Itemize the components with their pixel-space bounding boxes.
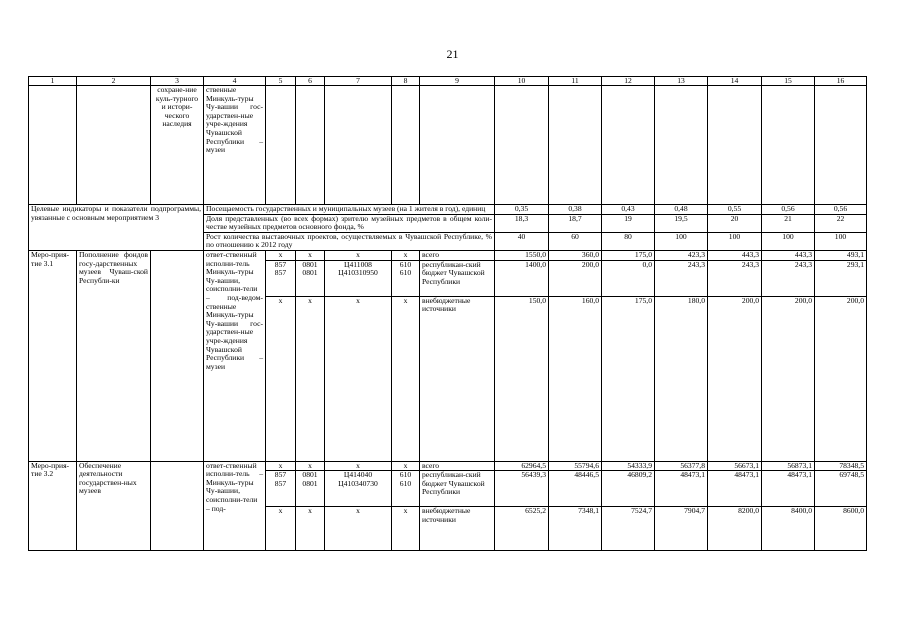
indicator-value: 21 xyxy=(762,214,815,232)
amount: 175,0 xyxy=(602,250,655,260)
code-cell: х xyxy=(325,296,392,461)
amount: 8600,0 xyxy=(815,507,867,551)
col-header: 12 xyxy=(602,77,655,86)
indicator-value: 40 xyxy=(495,232,549,250)
code-cell: х xyxy=(296,250,325,260)
funding-source: всего xyxy=(420,461,495,471)
code-cell: х xyxy=(296,461,325,471)
code-cell: х xyxy=(325,461,392,471)
col-header: 3 xyxy=(151,77,204,86)
amount: 48446,5 xyxy=(549,471,602,507)
code-cell: 0801 0801 xyxy=(296,471,325,507)
amount: 48473,1 xyxy=(708,471,762,507)
amount: 493,1 xyxy=(815,250,867,260)
amount: 443,3 xyxy=(708,250,762,260)
code-cell: х xyxy=(392,507,420,551)
code-cell: х xyxy=(266,507,296,551)
indicator-value: 18,7 xyxy=(549,214,602,232)
amount: 6525,2 xyxy=(495,507,549,551)
amount: 7904,7 xyxy=(655,507,708,551)
amount: 360,0 xyxy=(549,250,602,260)
measure-responsible: ответ-ственный исполни-тель – Минкуль-туры Чу-вашии, соисполни-тели – под- xyxy=(204,461,266,551)
code-cell: 857 857 xyxy=(266,471,296,507)
indicator-name: Доля представленных (во всех формах) зрителю музейных предметов в общем коли-честве музейных предметов основного фонда, % xyxy=(204,214,495,232)
amount: 1550,0 xyxy=(495,250,549,260)
funding-source: внебюджетные источники xyxy=(420,296,495,461)
amount: 180,0 xyxy=(655,296,708,461)
funding-source: внебюджетные источники xyxy=(420,507,495,551)
col-header: 4 xyxy=(204,77,266,86)
col-header: 11 xyxy=(549,77,602,86)
amount: 54333,9 xyxy=(602,461,655,471)
indicator-name: Посещаемость государственных и муниципальных музеев (на 1 жителя в год), единиц xyxy=(204,205,495,215)
measure-name: Меро-прия-тие 3.2 xyxy=(29,461,77,551)
code-cell: 610 610 xyxy=(392,260,420,296)
measure-3-1-row-total xyxy=(29,250,867,260)
indicator-value: 19,5 xyxy=(655,214,708,232)
indicator-value: 20 xyxy=(708,214,762,232)
amount: 160,0 xyxy=(549,296,602,461)
amount: 7524,7 xyxy=(602,507,655,551)
col-header: 2 xyxy=(77,77,151,86)
code-cell: х xyxy=(392,461,420,471)
code-cell: х xyxy=(266,250,296,260)
amount: 423,3 xyxy=(655,250,708,260)
amount: 7348,1 xyxy=(549,507,602,551)
amount: 175,0 xyxy=(602,296,655,461)
indicator-value: 0,56 xyxy=(762,205,815,215)
indicators-label: Целевые индикаторы и показатели подпрограммы, увязанные с основным мероприятием 3 xyxy=(29,205,204,251)
col-header: 1 xyxy=(29,77,77,86)
code-cell: 857 857 xyxy=(266,260,296,296)
indicator-value: 0,38 xyxy=(549,205,602,215)
funding-source: республикан-ский бюджет Чувашской Республики xyxy=(420,471,495,507)
code-cell: х xyxy=(266,296,296,461)
code-cell: 0801 0801 xyxy=(296,260,325,296)
indicator-value: 100 xyxy=(708,232,762,250)
col-header: 5 xyxy=(266,77,296,86)
continuation-row xyxy=(29,86,867,205)
indicator-value: 100 xyxy=(655,232,708,250)
measure-title: Обеспечение деятельности государствен-ных музеев xyxy=(77,461,151,551)
indicator-value: 0,43 xyxy=(602,205,655,215)
code-cell: х xyxy=(266,461,296,471)
continuation-responsible: ственные Минкуль-туры Чу-вашии гос-ударствен-ные учре-ждения Чувашской Республики – музеи xyxy=(204,86,266,205)
amount: 243,3 xyxy=(655,260,708,296)
amount: 200,0 xyxy=(708,296,762,461)
column-numbers-row xyxy=(29,77,867,86)
amount: 62964,5 xyxy=(495,461,549,471)
indicator-name: Рост количества выставочных проектов, осуществляемых в Чувашской Республике, % по отношению к 2012 году xyxy=(204,232,495,250)
amount: 69748,5 xyxy=(815,471,867,507)
page-number: 21 xyxy=(446,47,459,61)
amount: 56873,1 xyxy=(762,461,815,471)
code-cell: Ц414040 Ц410340730 xyxy=(325,471,392,507)
amount: 243,3 xyxy=(762,260,815,296)
indicator-value: 100 xyxy=(762,232,815,250)
indicator-value: 0,35 xyxy=(495,205,549,215)
col-header: 6 xyxy=(296,77,325,86)
code-cell: х xyxy=(392,296,420,461)
program-table xyxy=(28,76,867,551)
code-cell: х xyxy=(325,507,392,551)
indicator-value: 80 xyxy=(602,232,655,250)
indicator-value: 18,3 xyxy=(495,214,549,232)
measure-responsible: ответ-ственный исполни-тель Минкуль-туры Чу-вашии, соисполни-тели – под-ведом-ственные Минкуль-туры Чу-вашии гос-ударствен-ные учре-ждения Чувашской Республики – музеи xyxy=(204,250,266,461)
measure-3-2-row-total xyxy=(29,461,867,471)
amount: 0,0 xyxy=(602,260,655,296)
amount: 78348,5 xyxy=(815,461,867,471)
amount: 293,1 xyxy=(815,260,867,296)
code-cell: Ц411008 Ц410310950 xyxy=(325,260,392,296)
amount: 56673,1 xyxy=(708,461,762,471)
code-cell: х xyxy=(296,507,325,551)
amount: 46809,2 xyxy=(602,471,655,507)
funding-source: всего xyxy=(420,250,495,260)
amount: 48473,1 xyxy=(762,471,815,507)
measure-title: Пополнение фондов госу-дарственных музеев Чуваш-ской Республи-ки xyxy=(77,250,151,461)
measure-name: Меро-прия-тие 3.1 xyxy=(29,250,77,461)
amount: 443,3 xyxy=(762,250,815,260)
amount: 200,0 xyxy=(549,260,602,296)
amount: 8400,0 xyxy=(762,507,815,551)
col-header: 10 xyxy=(495,77,549,86)
amount: 55794,6 xyxy=(549,461,602,471)
col-header: 15 xyxy=(762,77,815,86)
indicator-value: 19 xyxy=(602,214,655,232)
amount: 56377,8 xyxy=(655,461,708,471)
indicator-value: 22 xyxy=(815,214,867,232)
code-cell: 610 610 xyxy=(392,471,420,507)
col-header: 7 xyxy=(325,77,392,86)
indicator-value: 100 xyxy=(815,232,867,250)
col-header: 13 xyxy=(655,77,708,86)
amount: 8200,0 xyxy=(708,507,762,551)
amount: 48473,1 xyxy=(655,471,708,507)
code-cell: х xyxy=(325,250,392,260)
col-header: 9 xyxy=(420,77,495,86)
amount: 56439,3 xyxy=(495,471,549,507)
indicator-value: 0,55 xyxy=(708,205,762,215)
funding-source: республикан-ский бюджет Чувашской Республики xyxy=(420,260,495,296)
indicator-value: 60 xyxy=(549,232,602,250)
code-cell: х xyxy=(296,296,325,461)
indicator-value: 0,56 xyxy=(815,205,867,215)
continuation-goal: сохране-ние куль-турного и истори-ческого наследия xyxy=(151,86,204,205)
amount: 243,3 xyxy=(708,260,762,296)
amount: 200,0 xyxy=(815,296,867,461)
col-header: 14 xyxy=(708,77,762,86)
indicator-row xyxy=(29,205,867,215)
amount: 150,0 xyxy=(495,296,549,461)
col-header: 8 xyxy=(392,77,420,86)
col-header: 16 xyxy=(815,77,867,86)
amount: 1400,0 xyxy=(495,260,549,296)
indicator-value: 0,48 xyxy=(655,205,708,215)
code-cell: х xyxy=(392,250,420,260)
amount: 200,0 xyxy=(762,296,815,461)
